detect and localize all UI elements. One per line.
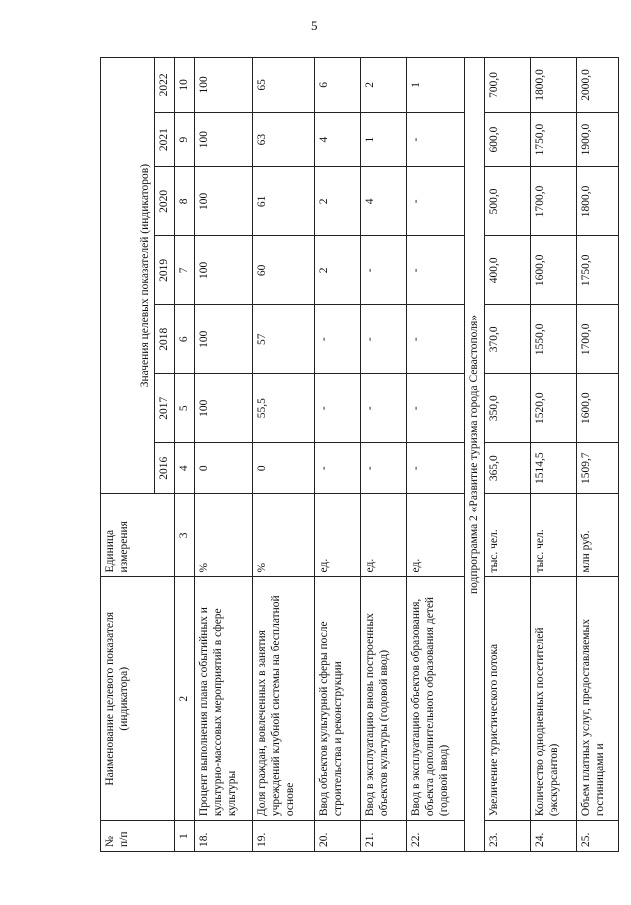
- value: 100: [195, 374, 253, 443]
- value: 1550,0: [531, 305, 577, 374]
- table-row: [531, 58, 577, 852]
- table-row: [485, 58, 531, 852]
- value: 1700,0: [577, 305, 619, 374]
- value: 100: [195, 58, 253, 113]
- unit: тыс. чел.: [531, 494, 577, 577]
- indicator-name: Объем платных услуг, предоставляемых гостиницами и: [577, 577, 619, 821]
- value: 1: [361, 112, 407, 167]
- value: -: [361, 374, 407, 443]
- row-number: 25.: [577, 821, 619, 852]
- value: -: [361, 305, 407, 374]
- value: 4: [361, 167, 407, 236]
- unit: ед.: [315, 494, 361, 577]
- unit: %: [253, 494, 315, 577]
- unit: ед.: [361, 494, 407, 577]
- value: 365,0: [485, 443, 531, 494]
- year-2020: 2020: [155, 167, 175, 236]
- value: -: [361, 236, 407, 305]
- year-2022: 2022: [155, 58, 175, 113]
- indicator-name: Увеличение туристического потока: [485, 577, 531, 821]
- value: 600,0: [485, 112, 531, 167]
- header-unit: Единица измерения: [101, 494, 175, 577]
- value: -: [407, 112, 465, 167]
- unit: тыс. чел.: [485, 494, 531, 577]
- value: 55,5: [253, 374, 315, 443]
- row-number: 23.: [485, 821, 531, 852]
- header-num: № п/п: [101, 821, 175, 852]
- table-row: [407, 58, 465, 852]
- unit: ед.: [407, 494, 465, 577]
- subprogram-row: [465, 58, 485, 852]
- value: 1750,0: [577, 236, 619, 305]
- col-number: 10: [175, 58, 195, 113]
- table-row: [315, 58, 361, 852]
- value: 1509,7: [577, 443, 619, 494]
- col-number: 9: [175, 112, 195, 167]
- year-2017: 2017: [155, 374, 175, 443]
- col-number: 4: [175, 443, 195, 494]
- header-name: Наименование целевого показателя (индикатора): [101, 577, 175, 821]
- row-number: 21.: [361, 821, 407, 852]
- value: 57: [253, 305, 315, 374]
- value: 60: [253, 236, 315, 305]
- col-number: 6: [175, 305, 195, 374]
- indicator-name: Количество однодневных посетителей (экскурсантов): [531, 577, 577, 821]
- value: 100: [195, 167, 253, 236]
- subprogram-title: подпрограмма 2 «Развитие туризма города Севастополя»: [465, 58, 485, 852]
- col-number: 2: [175, 577, 195, 821]
- value: 1600,0: [531, 236, 577, 305]
- value: 1800,0: [577, 167, 619, 236]
- value: 61: [253, 167, 315, 236]
- value: 1750,0: [531, 112, 577, 167]
- value: 700,0: [485, 58, 531, 113]
- table-row: [195, 58, 253, 852]
- year-2016: 2016: [155, 443, 175, 494]
- page-number: 5: [311, 18, 318, 33]
- row-number: 22.: [407, 821, 465, 852]
- value: 1800,0: [531, 58, 577, 113]
- value: -: [407, 167, 465, 236]
- value: -: [361, 443, 407, 494]
- value: -: [315, 305, 361, 374]
- col-number: 8: [175, 167, 195, 236]
- value: 2000,0: [577, 58, 619, 113]
- year-2019: 2019: [155, 236, 175, 305]
- value: 1600,0: [577, 374, 619, 443]
- value: 370,0: [485, 305, 531, 374]
- value: 2: [361, 58, 407, 113]
- value: 1900,0: [577, 112, 619, 167]
- value: 2: [315, 167, 361, 236]
- value: 400,0: [485, 236, 531, 305]
- value: -: [407, 305, 465, 374]
- year-2021: 2021: [155, 112, 175, 167]
- col-number: 3: [175, 494, 195, 577]
- value: 350,0: [485, 374, 531, 443]
- value: 1520,0: [531, 374, 577, 443]
- value: 0: [195, 443, 253, 494]
- col-number: 1: [175, 821, 195, 852]
- row-number: 18.: [195, 821, 253, 852]
- table-row: [577, 58, 619, 852]
- row-number: 19.: [253, 821, 315, 852]
- value: -: [315, 443, 361, 494]
- unit: %: [195, 494, 253, 577]
- value: 100: [195, 305, 253, 374]
- indicator-name: Процент выполнения плана событийных и культурно-массовых мероприятий в сфере культуры: [195, 577, 253, 821]
- col-number: 5: [175, 374, 195, 443]
- indicator-name: Ввод объектов культурной сферы после строительства и реконструкции: [315, 577, 361, 821]
- value: 1: [407, 58, 465, 113]
- indicator-name: Доля граждан, вовлеченных в занятия учреждений клубной системы на бесплатной основе: [253, 577, 315, 821]
- row-number: 24.: [531, 821, 577, 852]
- value: -: [407, 374, 465, 443]
- rotated-table-container: [100, 57, 607, 852]
- value: 63: [253, 112, 315, 167]
- unit: млн руб.: [577, 494, 619, 577]
- value: 500,0: [485, 167, 531, 236]
- indicator-name: Ввод в эксплуатацию вновь построенных объектов культуры (годовой ввод): [361, 577, 407, 821]
- value: 0: [253, 443, 315, 494]
- col-number: 7: [175, 236, 195, 305]
- value: 1700,0: [531, 167, 577, 236]
- value: 65: [253, 58, 315, 113]
- value: 100: [195, 112, 253, 167]
- value: 1514,5: [531, 443, 577, 494]
- header-values: Значения целевых показателей (индикаторов): [101, 58, 155, 494]
- value: 4: [315, 112, 361, 167]
- value: -: [407, 236, 465, 305]
- row-number: 20.: [315, 821, 361, 852]
- indicator-name: Ввод в эксплуатацию объектов образования, объекта дополнительного образования детей (годовой ввод): [407, 577, 465, 821]
- value: 2: [315, 236, 361, 305]
- value: -: [315, 374, 361, 443]
- table-row: [361, 58, 407, 852]
- value: 6: [315, 58, 361, 113]
- indicators-table: [100, 57, 619, 852]
- value: -: [407, 443, 465, 494]
- year-2018: 2018: [155, 305, 175, 374]
- table-row: [253, 58, 315, 852]
- value: 100: [195, 236, 253, 305]
